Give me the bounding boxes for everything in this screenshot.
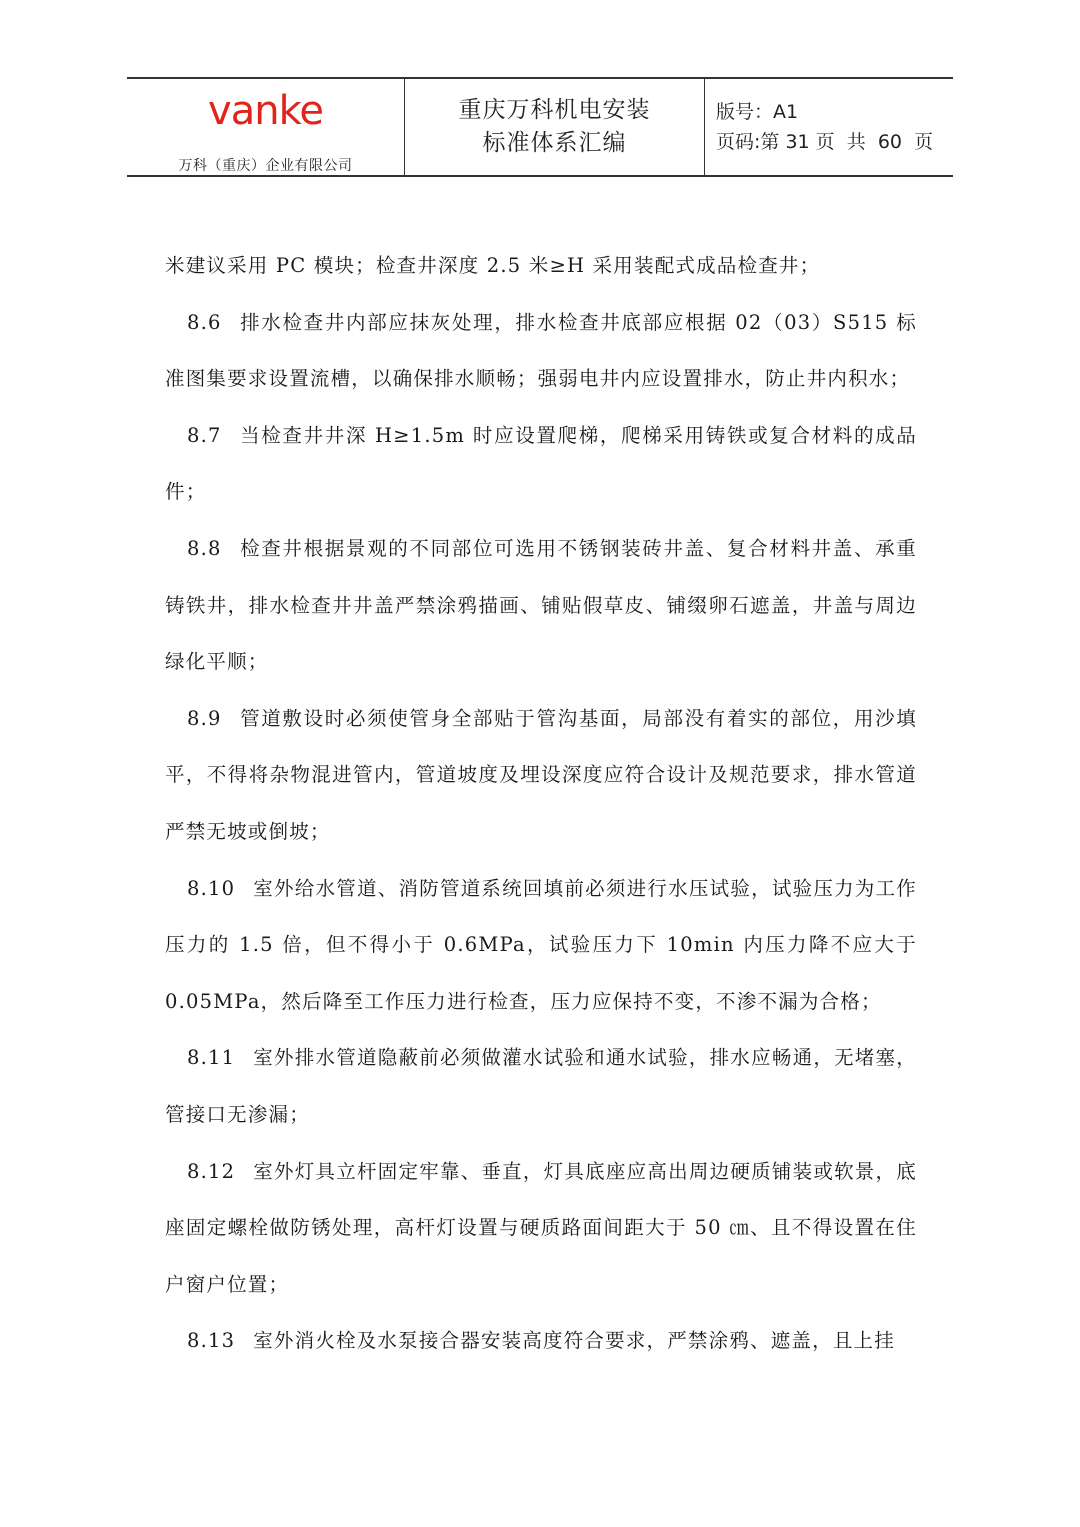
document-header — [127, 77, 953, 177]
clause-8-12 — [165, 1144, 917, 1314]
clause-text: 当检查井井深 H≥1.5m 时应设置爬梯，爬梯采用铸铁或复合材料的成品件； — [165, 423, 917, 504]
clause-8-9 — [165, 691, 917, 861]
page-number: 页码:第 31 页 共 60 页 — [716, 131, 934, 153]
clause-number: 8.11 — [187, 1046, 236, 1070]
clause-number: 8.10 — [187, 876, 236, 900]
clause-text: 排水检查井内部应抹灰处理，排水检查井底部应根据 02（03）S515 标准图集要求设置流槽，以确保排水顺畅；强弱电井内应设置排水，防止井内积水； — [165, 310, 917, 391]
document-body — [165, 238, 917, 1370]
continuation-paragraph: 米建议采用 PC 模块；检查井深度 2.5 米≥H 采用装配式成品检查井； — [165, 254, 821, 277]
logo-cell — [127, 79, 405, 175]
clause-number: 8.6 — [187, 310, 222, 334]
clause-8-6 — [165, 295, 917, 408]
clause-text: 管道敷设时必须使管身全部贴于管沟基面，局部没有着实的部位，用沙填平，不得将杂物混进管内，管道坡度及埋设深度应符合设计及规范要求，排水管道严禁无坡或倒坡； — [165, 706, 917, 843]
clause-text: 室外给水管道、消防管道系统回填前必须进行水压试验，试验压力为工作压力的 1.5 倍，但不得小于 0.6MPa，试验压力下 10min 内压力降不应大于 0.05MPa，然后降至工作压力进行检查，压力应保持不变，不渗不漏为合格； — [165, 876, 917, 1013]
company-name: 万科（重庆）企业有限公司 — [178, 158, 353, 174]
clause-number: 8.12 — [187, 1159, 236, 1183]
title-cell — [405, 79, 705, 175]
clause-text: 室外消火栓及水泵接合器安装高度符合要求，严禁涂鸦、遮盖，且上挂 — [253, 1329, 895, 1353]
vanke-logo: vanke — [208, 88, 323, 134]
clause-8-10 — [165, 861, 917, 1031]
version-number: 版号：A1 — [716, 101, 799, 123]
clause-text: 室外灯具立杆固定牢靠、垂直，灯具底座应高出周边硬质铺装或软景，底座固定螺栓做防锈处理，高杆灯设置与硬质路面间距大于 50 ㎝、且不得设置在住户窗户位置； — [165, 1159, 917, 1296]
meta-cell — [705, 79, 953, 175]
document-title-line-2: 标准体系汇编 — [482, 130, 627, 156]
clause-8-7 — [165, 408, 917, 521]
clause-text: 室外排水管道隐蔽前必须做灌水试验和通水试验，排水应畅通，无堵塞，管接口无渗漏； — [165, 1046, 917, 1126]
clause-text: 检查井根据景观的不同部位可选用不锈钢装砖井盖、复合材料井盖、承重铸铁井，排水检查井井盖严禁涂鸦描画、铺贴假草皮、铺缀卵石遮盖，井盖与周边绿化平顺； — [165, 536, 917, 674]
clause-number: 8.8 — [187, 536, 222, 560]
document-title-line-1: 重庆万科机电安装 — [458, 97, 651, 123]
clause-number: 8.13 — [187, 1329, 236, 1353]
clause-number: 8.7 — [187, 423, 222, 447]
clause-number: 8.9 — [187, 706, 222, 730]
clause-8-13 — [165, 1313, 917, 1370]
clause-8-8 — [165, 521, 917, 691]
clause-8-11 — [165, 1030, 917, 1143]
